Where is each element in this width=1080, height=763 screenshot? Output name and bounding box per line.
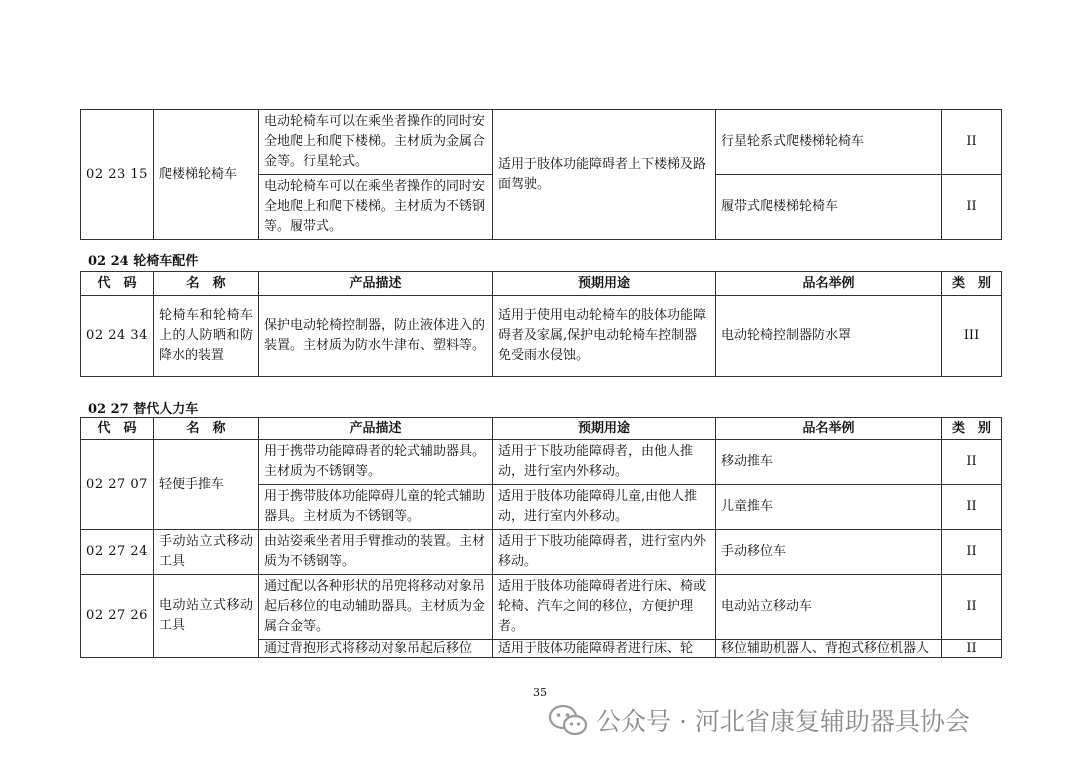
header-intended-use: 预期用途 xyxy=(493,418,716,440)
item-example: 手动移位车 xyxy=(716,530,942,575)
item-description: 通过背抱形式将移动对象吊起后移位 xyxy=(259,640,493,658)
item-category: II xyxy=(942,175,1002,240)
item-category: II xyxy=(942,110,1002,175)
item-code: 02 27 26 xyxy=(81,575,154,658)
header-description: 产品描述 xyxy=(259,418,493,440)
table-wheelchair-accessories xyxy=(80,271,1002,377)
header-example: 品名举例 xyxy=(716,418,942,440)
table-header-row xyxy=(81,418,1002,440)
item-code: 02 23 15 xyxy=(81,110,154,240)
header-description: 产品描述 xyxy=(259,272,493,296)
item-example: 行星轮系式爬楼梯轮椅车 xyxy=(716,110,942,175)
item-code: 02 24 34 xyxy=(81,296,154,377)
item-category: II xyxy=(942,485,1002,530)
item-category: II xyxy=(942,640,1002,658)
item-example: 移动推车 xyxy=(716,440,942,485)
header-name: 名 称 xyxy=(154,272,259,296)
header-name: 名 称 xyxy=(154,418,259,440)
item-name: 手动站立式移动工具 xyxy=(154,530,259,575)
table-row xyxy=(81,296,1002,377)
watermark-text: 公众号 · 河北省康复辅助器具协会 xyxy=(596,707,970,736)
header-code: 代 码 xyxy=(81,272,154,296)
item-description: 保护电动轮椅控制器，防止液体进入的装置。主材质为防水牛津布、塑料等。 xyxy=(259,296,493,377)
header-category: 类 别 xyxy=(942,418,1002,440)
table-alternative-carts xyxy=(80,417,1002,658)
item-intended-use: 适用于肢体功能障碍者进行床、轮 xyxy=(493,640,716,658)
item-category: II xyxy=(942,440,1002,485)
item-description: 电动轮椅车可以在乘坐者操作的同时安全地爬上和爬下楼梯。主材质为不锈钢等。履带式。 xyxy=(259,175,493,240)
header-code: 代 码 xyxy=(81,418,154,440)
item-example: 移位辅助机器人、背抱式移位机器人 xyxy=(716,640,942,658)
item-category: III xyxy=(942,296,1002,377)
item-description: 由站姿乘坐者用手臂推动的装置。主材质为不锈钢等。 xyxy=(259,530,493,575)
item-intended-use: 适用于肢体功能障碍者进行床、椅或轮椅、汽车之间的移位，方便护理者。 xyxy=(493,575,716,640)
page-number: 35 xyxy=(533,686,547,699)
table-row xyxy=(81,530,1002,575)
item-name: 轮椅车和轮椅车上的人防晒和防降水的装置 xyxy=(154,296,259,377)
item-intended-use: 适用于下肢功能障碍者，进行室内外移动。 xyxy=(493,530,716,575)
section-title-alternative-carts: 02 27 替代人力车 xyxy=(88,402,199,417)
item-name: 电动站立式移动工具 xyxy=(154,575,259,658)
item-example: 儿童推车 xyxy=(716,485,942,530)
item-description: 用于携带肢体功能障碍儿童的轮式辅助器具。主材质为不锈钢等。 xyxy=(259,485,493,530)
item-description: 电动轮椅车可以在乘坐者操作的同时安全地爬上和爬下楼梯。主材质为金属合金等。行星轮式。 xyxy=(259,110,493,175)
item-description: 用于携带功能障碍者的轮式辅助器具。主材质为不锈钢等。 xyxy=(259,440,493,485)
table-climbing-wheelchair xyxy=(80,109,1002,240)
table-header-row xyxy=(81,272,1002,296)
item-name: 爬楼梯轮椅车 xyxy=(154,110,259,240)
watermark xyxy=(548,700,970,740)
item-code: 02 27 07 xyxy=(81,440,154,530)
item-example: 履带式爬楼梯轮椅车 xyxy=(716,175,942,240)
item-code: 02 27 24 xyxy=(81,530,154,575)
section-title-wheelchair-accessories: 02 24 轮椅车配件 xyxy=(88,254,199,269)
item-category: II xyxy=(942,530,1002,575)
item-category: II xyxy=(942,575,1002,640)
header-example: 品名举例 xyxy=(716,272,942,296)
table-row xyxy=(81,440,1002,485)
item-intended-use: 适用于肢体功能障碍者上下楼梯及路面驾驶。 xyxy=(493,110,716,240)
header-category: 类 别 xyxy=(942,272,1002,296)
wechat-icon xyxy=(548,703,588,737)
table-row xyxy=(81,575,1002,640)
item-example: 电动轮椅控制器防水罩 xyxy=(716,296,942,377)
header-intended-use: 预期用途 xyxy=(493,272,716,296)
item-intended-use: 适用于肢体功能障碍儿童,由他人推动，进行室内外移动。 xyxy=(493,485,716,530)
item-example: 电动站立移动车 xyxy=(716,575,942,640)
item-intended-use: 适用于下肢功能障碍者，由他人推动，进行室内外移动。 xyxy=(493,440,716,485)
table-row xyxy=(81,110,1002,175)
item-name: 轻便手推车 xyxy=(154,440,259,530)
item-intended-use: 适用于使用电动轮椅车的肢体功能障碍者及家属,保护电动轮椅车控制器免受雨水侵蚀。 xyxy=(493,296,716,377)
item-description: 通过配以各种形状的吊兜将移动对象吊起后移位的电动辅助器具。主材质为金属合金等。 xyxy=(259,575,493,640)
